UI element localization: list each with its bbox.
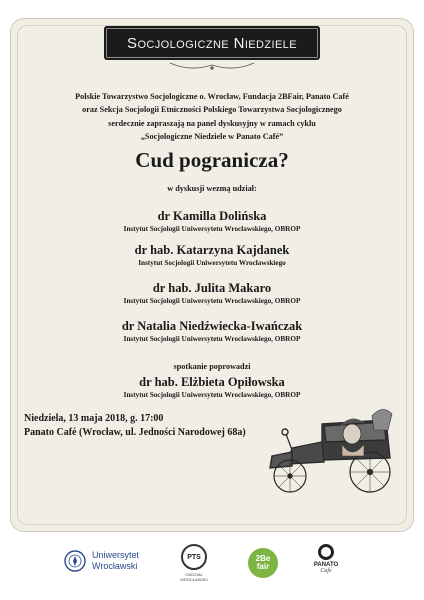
fair-line: 2Be — [255, 554, 271, 563]
speaker-institution: Instytut Socjologii Uniwersytetu Wrocławskiego, OBROP — [123, 297, 301, 305]
moderator-name: dr hab. Elżbieta Opiłowska — [139, 375, 285, 389]
intro-line: oraz Sekcja Socjologii Etniczności Polskiego Towarzystwa Socjologicznego — [82, 105, 342, 115]
speaker-institution: Instytut Socjologii Uniwersytetu Wrocławskiego — [138, 259, 286, 267]
moderator-institution: Instytut Socjologii Uniwersytetu Wrocławskiego, OBROP — [123, 391, 301, 399]
speaker-institution: Instytut Socjologii Uniwersytetu Wrocławskiego, OBROP — [123, 335, 301, 343]
ornament-icon — [160, 60, 264, 74]
sponsor-logos — [0, 538, 424, 600]
speaker-name: dr Natalia Niedźwiecka-Iwańczak — [121, 319, 303, 333]
university-name-line: Wrocławski — [92, 561, 138, 571]
2befair-logo — [248, 548, 278, 578]
intro-text — [10, 90, 414, 144]
speaker-block — [10, 242, 414, 268]
header-band — [104, 26, 320, 60]
panato-cafe: Café — [320, 568, 332, 574]
event-place: Panato Café (Wrocław, ul. Jedności Narodowej 68a) — [24, 427, 246, 438]
panato-logo — [310, 544, 342, 590]
speaker-name: dr hab. Julita Makaro — [152, 281, 272, 295]
panato-name: PANATO — [313, 562, 339, 568]
intro-line: Polskie Towarzystwo Socjologiczne o. Wrocław, Fundacja 2BFair, Panato Café — [75, 92, 349, 101]
pts-logo — [176, 544, 212, 584]
pts-subtitle: ODDZIAŁ WROCŁAWSKI — [180, 572, 208, 582]
university-seal-icon — [64, 550, 86, 572]
speaker-block — [10, 318, 414, 344]
header-title: Socjologiczne Niedziele — [127, 34, 297, 52]
lead-text: w dyskusji wezmą udział: — [167, 184, 257, 193]
intro-line: „Socjologiczne Niedziele w Panato Café” — [140, 132, 284, 142]
university-name-line: Uniwersytet — [92, 550, 140, 560]
event-title: Cud pogranicza? — [135, 148, 289, 172]
speaker-block — [10, 280, 414, 306]
speaker-name: dr hab. Katarzyna Kajdanek — [134, 243, 290, 257]
event-datetime: Niedziela, 13 maja 2018, g. 17:00 — [24, 413, 164, 424]
speaker-block — [10, 208, 414, 234]
speaker-institution: Instytut Socjologii Uniwersytetu Wrocławskiego, OBROP — [123, 225, 301, 233]
speaker-name: dr Kamilla Dolińska — [157, 209, 267, 223]
moderator-label: spotkanie poprowadzi — [173, 362, 251, 371]
intro-line: serdecznie zapraszają na panel dyskusyjny w ramach cyklu — [108, 118, 316, 128]
fair-line: fair — [256, 562, 270, 571]
coffee-bean-icon — [318, 544, 334, 560]
pts-badge: PTS — [181, 544, 207, 570]
vintage-car-illustration — [252, 390, 402, 498]
university-logo — [64, 550, 139, 572]
